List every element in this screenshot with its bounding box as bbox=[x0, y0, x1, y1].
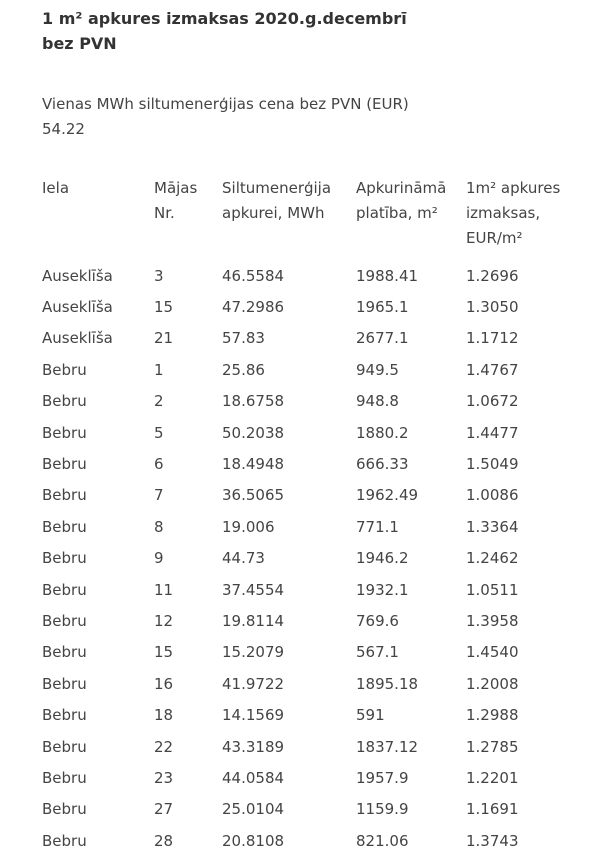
cell-heat-energy: 44.0584 bbox=[222, 768, 285, 787]
table-row bbox=[42, 762, 586, 793]
cell-street: Bebru bbox=[42, 768, 87, 787]
cell-street: Bebru bbox=[42, 737, 87, 756]
cell-heat-energy: 14.1569 bbox=[222, 706, 285, 725]
table-row bbox=[42, 448, 586, 479]
cell-cost-per-m2: 1.2696 bbox=[466, 266, 519, 285]
cell-cost-per-m2: 1.2988 bbox=[466, 706, 519, 725]
cell-cost-per-m2: 1.3050 bbox=[466, 298, 519, 317]
cell-street: Bebru bbox=[42, 674, 87, 693]
cell-street: Bebru bbox=[42, 611, 87, 630]
cell-cost-per-m2: 1.4477 bbox=[466, 423, 519, 442]
cell-heat-energy: 20.8108 bbox=[222, 831, 285, 850]
table-row bbox=[42, 511, 586, 542]
cell-house-number: 15 bbox=[154, 643, 174, 662]
cell-house-number: 7 bbox=[154, 486, 164, 505]
cell-heat-energy: 18.6758 bbox=[222, 392, 285, 411]
cell-heat-energy: 47.2986 bbox=[222, 298, 285, 317]
cell-heat-energy: 43.3189 bbox=[222, 737, 285, 756]
cell-house-number: 12 bbox=[154, 611, 174, 630]
cell-house-number: 18 bbox=[154, 706, 174, 725]
cell-house-number: 21 bbox=[154, 329, 174, 348]
table-row bbox=[42, 260, 586, 291]
cell-heated-area: 769.6 bbox=[356, 611, 399, 630]
cell-heated-area: 1988.41 bbox=[356, 266, 419, 285]
table-row bbox=[42, 825, 586, 856]
table-row bbox=[42, 354, 586, 385]
page-title: 1 m² apkures izmaksas 2020.g.decembrī bez PVN bbox=[42, 9, 407, 53]
cell-street: Auseklīša bbox=[42, 329, 113, 348]
table-row bbox=[42, 574, 586, 605]
cell-heat-energy: 57.83 bbox=[222, 329, 265, 348]
cell-street: Bebru bbox=[42, 831, 87, 850]
table-row bbox=[42, 731, 586, 762]
heating-cost-table bbox=[42, 176, 586, 856]
cell-heated-area: 1965.1 bbox=[356, 298, 409, 317]
cell-house-number: 16 bbox=[154, 674, 174, 693]
cell-heat-energy: 36.5065 bbox=[222, 486, 285, 505]
table-row bbox=[42, 480, 586, 511]
cell-house-number: 15 bbox=[154, 298, 174, 317]
cell-house-number: 23 bbox=[154, 768, 174, 787]
column-header-heat-energy: Siltumenerģija apkurei, MWh bbox=[222, 179, 332, 222]
cell-heated-area: 1837.12 bbox=[356, 737, 419, 756]
cell-heat-energy: 25.86 bbox=[222, 360, 265, 379]
cell-heated-area: 1895.18 bbox=[356, 674, 419, 693]
cell-heated-area: 1962.49 bbox=[356, 486, 419, 505]
cell-cost-per-m2: 1.2785 bbox=[466, 737, 519, 756]
cell-heated-area: 1932.1 bbox=[356, 580, 409, 599]
cell-cost-per-m2: 1.4540 bbox=[466, 643, 519, 662]
table-row bbox=[42, 291, 586, 322]
table-row bbox=[42, 794, 586, 825]
cell-heated-area: 1880.2 bbox=[356, 423, 409, 442]
column-header-house-number: Mājas Nr. bbox=[154, 179, 198, 222]
table-row bbox=[42, 417, 586, 448]
table-row bbox=[42, 637, 586, 668]
cell-street: Bebru bbox=[42, 486, 87, 505]
cell-house-number: 11 bbox=[154, 580, 174, 599]
cell-cost-per-m2: 1.2462 bbox=[466, 549, 519, 568]
cell-heated-area: 666.33 bbox=[356, 455, 409, 474]
cell-cost-per-m2: 1.3364 bbox=[466, 517, 519, 536]
cell-heat-energy: 19.006 bbox=[222, 517, 275, 536]
cell-house-number: 9 bbox=[154, 549, 164, 568]
price-label: Vienas MWh siltumenerģijas cena bez PVN (EUR) bbox=[42, 95, 409, 113]
table-row bbox=[42, 699, 586, 730]
cell-heated-area: 2677.1 bbox=[356, 329, 409, 348]
cell-heat-energy: 25.0104 bbox=[222, 800, 285, 819]
cell-heated-area: 1946.2 bbox=[356, 549, 409, 568]
cell-heated-area: 771.1 bbox=[356, 517, 399, 536]
cell-house-number: 8 bbox=[154, 517, 164, 536]
cell-street: Bebru bbox=[42, 580, 87, 599]
cell-heat-energy: 15.2079 bbox=[222, 643, 285, 662]
cell-street: Bebru bbox=[42, 706, 87, 725]
cell-house-number: 27 bbox=[154, 800, 174, 819]
cell-house-number: 5 bbox=[154, 423, 164, 442]
cell-heat-energy: 18.4948 bbox=[222, 455, 285, 474]
price-value: 54.22 bbox=[42, 120, 85, 138]
cell-street: Auseklīša bbox=[42, 298, 113, 317]
cell-street: Bebru bbox=[42, 643, 87, 662]
table-row bbox=[42, 386, 586, 417]
cell-cost-per-m2: 1.2201 bbox=[466, 768, 519, 787]
cell-heated-area: 821.06 bbox=[356, 831, 409, 850]
cell-heat-energy: 19.8114 bbox=[222, 611, 285, 630]
cell-heated-area: 567.1 bbox=[356, 643, 399, 662]
cell-house-number: 2 bbox=[154, 392, 164, 411]
cell-heat-energy: 37.4554 bbox=[222, 580, 285, 599]
cell-street: Auseklīša bbox=[42, 266, 113, 285]
cell-heat-energy: 46.5584 bbox=[222, 266, 285, 285]
cell-heat-energy: 44.73 bbox=[222, 549, 265, 568]
cell-house-number: 28 bbox=[154, 831, 174, 850]
cell-heat-energy: 50.2038 bbox=[222, 423, 285, 442]
cell-cost-per-m2: 1.2008 bbox=[466, 674, 519, 693]
cell-house-number: 6 bbox=[154, 455, 164, 474]
cell-house-number: 3 bbox=[154, 266, 164, 285]
cell-house-number: 22 bbox=[154, 737, 174, 756]
column-header-cost-per-m2: 1m² apkures izmaksas, EUR/m² bbox=[466, 179, 561, 247]
column-header-street: Iela bbox=[42, 179, 70, 197]
cell-street: Bebru bbox=[42, 455, 87, 474]
cell-heated-area: 949.5 bbox=[356, 360, 399, 379]
cell-street: Bebru bbox=[42, 392, 87, 411]
table-row bbox=[42, 543, 586, 574]
cell-street: Bebru bbox=[42, 549, 87, 568]
cell-heated-area: 591 bbox=[356, 706, 385, 725]
table-row bbox=[42, 605, 586, 636]
column-header-heated-area: Apkurināmā platība, m² bbox=[356, 179, 447, 222]
cell-cost-per-m2: 1.5049 bbox=[466, 455, 519, 474]
table-header-row bbox=[42, 176, 586, 260]
cell-cost-per-m2: 1.1712 bbox=[466, 329, 519, 348]
cell-house-number: 1 bbox=[154, 360, 164, 379]
table-body bbox=[42, 260, 586, 856]
cell-heat-energy: 41.9722 bbox=[222, 674, 285, 693]
cell-heated-area: 1957.9 bbox=[356, 768, 409, 787]
cell-heated-area: 1159.9 bbox=[356, 800, 409, 819]
cell-cost-per-m2: 1.0511 bbox=[466, 580, 519, 599]
cell-cost-per-m2: 1.0672 bbox=[466, 392, 519, 411]
cell-street: Bebru bbox=[42, 423, 87, 442]
cell-cost-per-m2: 1.1691 bbox=[466, 800, 519, 819]
cell-cost-per-m2: 1.0086 bbox=[466, 486, 519, 505]
cell-heated-area: 948.8 bbox=[356, 392, 399, 411]
cell-cost-per-m2: 1.3743 bbox=[466, 831, 519, 850]
cell-street: Bebru bbox=[42, 800, 87, 819]
table-row bbox=[42, 668, 586, 699]
table-row bbox=[42, 323, 586, 354]
cell-street: Bebru bbox=[42, 360, 87, 379]
cell-street: Bebru bbox=[42, 517, 87, 536]
cell-cost-per-m2: 1.4767 bbox=[466, 360, 519, 379]
cell-cost-per-m2: 1.3958 bbox=[466, 611, 519, 630]
